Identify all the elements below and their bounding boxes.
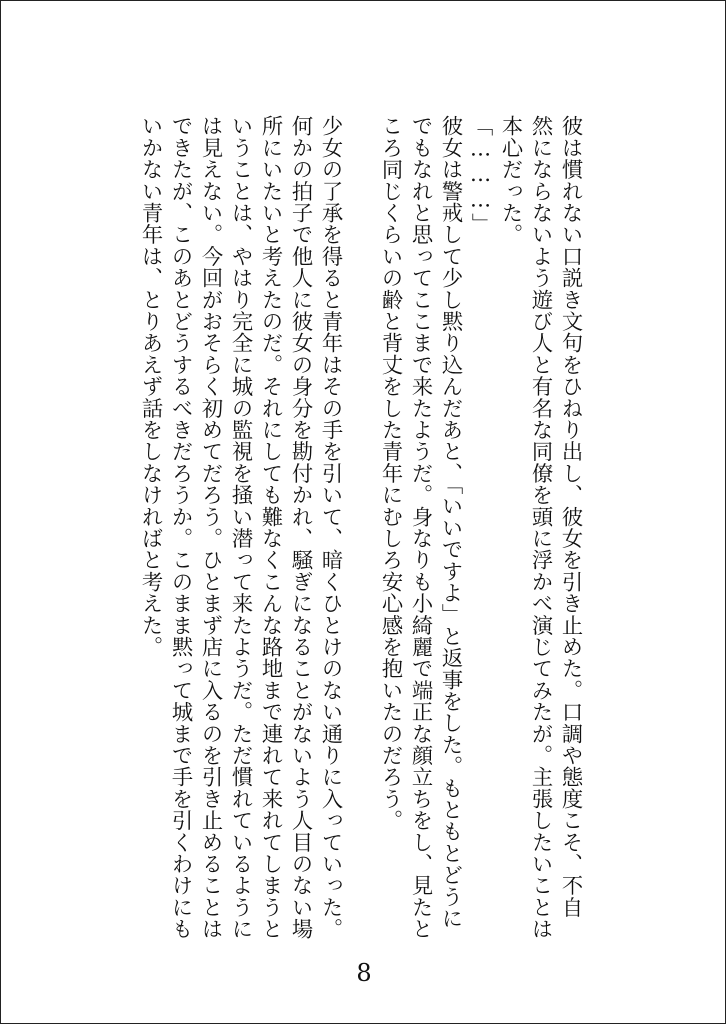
- text-line: ころ同じくらいの齢と背丈をした青年にむしろ安心感を抱いたのだろう。: [378, 115, 403, 832]
- text-line: 然にならないよう遊び人と有名な同僚を頭に浮かべ演じてみたが。主張したいことは: [528, 115, 553, 940]
- dialogue-line: 「………」: [468, 115, 493, 235]
- text-line: でもなれと思ってここまで来たようだ。身なりも小綺麗で端正な顔立ちをし、見たと: [408, 115, 433, 940]
- text-line: は見えない。今回がおそらく初めてだろう。ひとまず店に入るのを引き止めることは: [198, 115, 223, 940]
- text-line: 所にいたいと考えたのだ。それにしても難なくこんな路地まで連れて来れてしまうと: [258, 115, 283, 940]
- text-line: 少女の了承を得ると青年はその手を引いて、暗くひとけのない通りに入っていった。: [318, 115, 343, 940]
- text-line: 本心だった。: [498, 115, 523, 246]
- text-line: できたが、このあとどうするべきだろうか。このまま黙って城まで手を引くわけにも: [168, 115, 193, 940]
- text-line: いうことは、やはり完全に城の監視を掻い潜って来たようだ。ただ慣れているように: [228, 115, 253, 940]
- text-line: いかない青年は、とりあえず話をしなければと考えた。: [138, 115, 163, 658]
- text-line: 彼は慣れない口説き文句をひねり出し、彼女を引き止めた。口調や態度こそ、不自: [558, 115, 583, 918]
- text-line: 何かの拍子で他人に彼女の身分を勘付かれ、騒ぎになることがないよう人目のない場: [288, 115, 313, 940]
- page-number: 8: [356, 959, 372, 987]
- text-line: 彼女は警戒して少し黙り込んだあと、「いいですよ」と返事をした。もともとどうに: [438, 115, 463, 929]
